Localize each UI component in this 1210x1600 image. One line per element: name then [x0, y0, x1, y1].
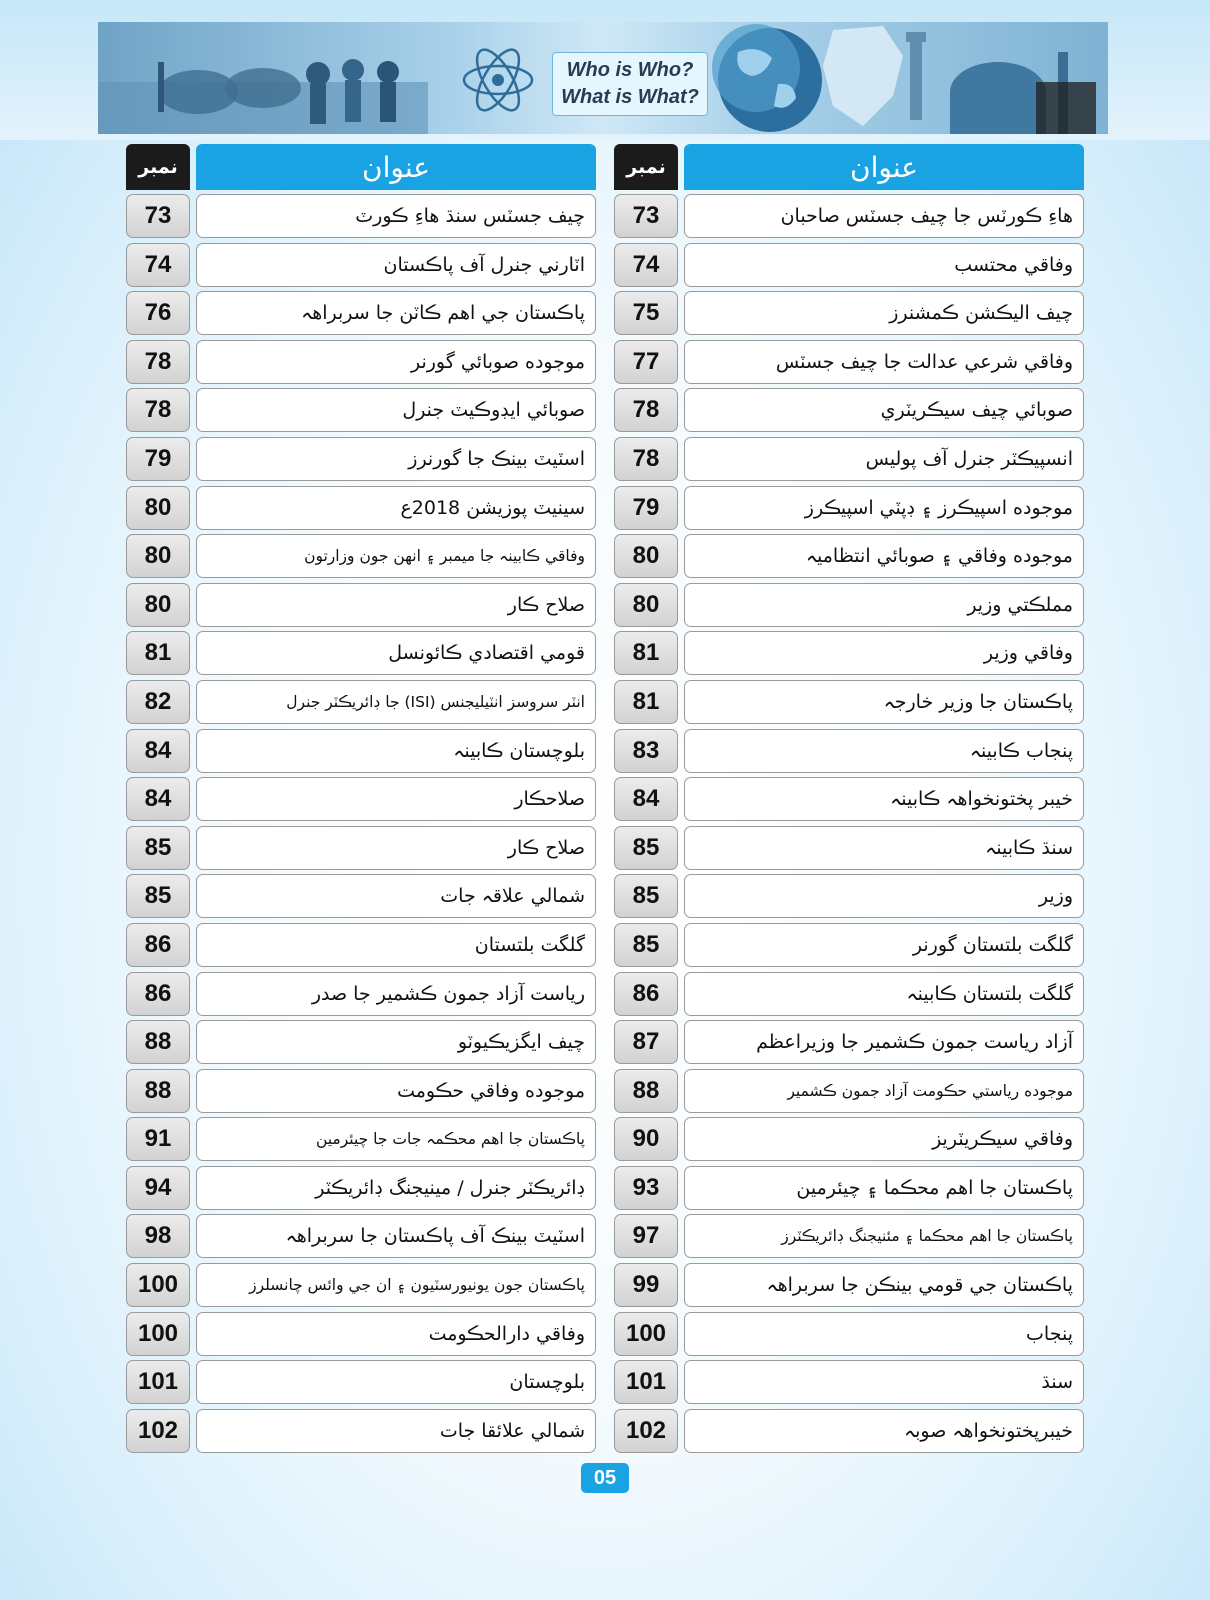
page-number-cell: 82 — [126, 680, 190, 724]
index-row[interactable] — [614, 1360, 1084, 1404]
index-row[interactable] — [614, 1020, 1084, 1064]
index-row[interactable] — [126, 680, 596, 724]
rows-left — [126, 194, 596, 1457]
page-number-cell: 84 — [614, 777, 678, 821]
page-number-cell: 75 — [614, 291, 678, 335]
topic-title-cell: موجوده رياستي حڪومت آزاد جمون ڪشمير — [684, 1069, 1084, 1113]
logo-line-1: Who is Who? — [566, 59, 694, 81]
page-number-cell: 73 — [614, 194, 678, 238]
topic-title-cell: هاءِ ڪورٽس جا چيف جسٽس صاحبان — [684, 194, 1084, 238]
topic-title-cell: وفاقي سيڪريٽريز — [684, 1117, 1084, 1161]
index-row[interactable] — [614, 1214, 1084, 1258]
topic-title-cell: وفاقي محتسب — [684, 243, 1084, 287]
page-number-cell: 85 — [126, 874, 190, 918]
topic-title-cell: وفاقي شرعي عدالت جا چيف جسٽس — [684, 340, 1084, 384]
page-number: 05 — [581, 1463, 629, 1493]
page-number-cell: 102 — [614, 1409, 678, 1453]
topic-title-cell: چيف جسٽس سنڌ هاءِ ڪورٽ — [196, 194, 596, 238]
page-number-cell: 88 — [614, 1069, 678, 1113]
index-row[interactable] — [614, 243, 1084, 287]
topic-title-cell: پنجاب — [684, 1312, 1084, 1356]
page-number-cell: 99 — [614, 1263, 678, 1307]
index-row[interactable] — [614, 972, 1084, 1016]
page-number-cell: 78 — [614, 437, 678, 481]
topic-title-cell: صلاح ڪار — [196, 583, 596, 627]
topic-title-cell: صوبائي چيف سيڪريٽري — [684, 388, 1084, 432]
index-row[interactable] — [126, 291, 596, 335]
page-number-cell: 98 — [126, 1214, 190, 1258]
index-row[interactable] — [614, 1069, 1084, 1113]
topic-title-cell: پاڪستان جا اهم محڪما ۽ چيئرمين — [684, 1166, 1084, 1210]
topic-title-cell: چيف ايگزيڪيوٽو — [196, 1020, 596, 1064]
index-row[interactable] — [614, 194, 1084, 238]
index-row[interactable] — [614, 388, 1084, 432]
index-row[interactable] — [614, 534, 1084, 578]
page-number-cell: 101 — [614, 1360, 678, 1404]
logo-line-2: What is What? — [561, 86, 699, 108]
who-is-who-logo — [552, 52, 708, 116]
topic-title-cell: صلاح ڪار — [196, 826, 596, 870]
page-number-cell: 74 — [614, 243, 678, 287]
index-row[interactable] — [126, 583, 596, 627]
index-row[interactable] — [614, 1409, 1084, 1453]
page-number-cell: 102 — [126, 1409, 190, 1453]
topic-title-cell: صوبائي ايڊوڪيٽ جنرل — [196, 388, 596, 432]
page-number-cell: 81 — [126, 631, 190, 675]
index-row[interactable] — [614, 923, 1084, 967]
page-number-cell: 85 — [614, 874, 678, 918]
index-row[interactable] — [126, 534, 596, 578]
page-number-cell: 100 — [126, 1263, 190, 1307]
index-row[interactable] — [614, 583, 1084, 627]
index-row[interactable] — [126, 243, 596, 287]
page-number-cell: 81 — [614, 680, 678, 724]
index-row[interactable] — [126, 1214, 596, 1258]
page-number-cell: 100 — [126, 1312, 190, 1356]
topic-title-cell: وفاقي ڪابينہ جا ميمبر ۽ انهن جون وزارتون — [196, 534, 596, 578]
page-number-cell: 84 — [126, 777, 190, 821]
index-row[interactable] — [614, 729, 1084, 773]
index-row[interactable] — [126, 1360, 596, 1404]
page-number-cell: 83 — [614, 729, 678, 773]
page-number-cell: 87 — [614, 1020, 678, 1064]
topic-title-cell: بلوچستان ڪابينہ — [196, 729, 596, 773]
index-row[interactable] — [614, 1263, 1084, 1307]
topic-title-cell: اٽارني جنرل آف پاڪستان — [196, 243, 596, 287]
page-number-cell: 80 — [614, 583, 678, 627]
page-number-cell: 84 — [126, 729, 190, 773]
index-row[interactable] — [126, 437, 596, 481]
topic-title-cell: خيبر پختونخواهہ ڪابينہ — [684, 777, 1084, 821]
topic-title-cell: پاڪستان جا اهم محڪما ۽ مئنيجنگ ڊائريڪٽرز — [684, 1214, 1084, 1258]
index-row[interactable] — [126, 826, 596, 870]
topic-title-cell: چيف اليڪشن ڪمشنرز — [684, 291, 1084, 335]
index-row[interactable] — [614, 486, 1084, 530]
page-number-cell: 79 — [126, 437, 190, 481]
topic-title-cell: سينيٽ پوزيشن 2018ع — [196, 486, 596, 530]
index-row[interactable] — [126, 1020, 596, 1064]
page-number-cell: 86 — [614, 972, 678, 1016]
topic-title-cell: پاڪستان جون يونيورسٽيون ۽ ان جي وائس چانسلرز — [196, 1263, 596, 1307]
topic-title-cell: سنڌ — [684, 1360, 1084, 1404]
header-number: نمبر — [614, 144, 678, 190]
topic-title-cell: وفاقي دارالحڪومت — [196, 1312, 596, 1356]
topic-title-cell: گلگت بلتستان ڪابينہ — [684, 972, 1084, 1016]
topic-title-cell: انٽر سروسز انٽيليجنس (ISI) جا ڊائريڪٽر جنرل — [196, 680, 596, 724]
page-number-cell: 80 — [126, 583, 190, 627]
index-row[interactable] — [614, 680, 1084, 724]
topic-title-cell: رياست آزاد جمون ڪشمير جا صدر — [196, 972, 596, 1016]
topic-title-cell: وفاقي وزير — [684, 631, 1084, 675]
index-row[interactable] — [614, 874, 1084, 918]
page-number-cell: 79 — [614, 486, 678, 530]
index-row[interactable] — [614, 340, 1084, 384]
topic-title-cell: موجوده وفاقي ۽ صوبائي انتظاميہ — [684, 534, 1084, 578]
page-number-cell: 80 — [126, 534, 190, 578]
index-row[interactable] — [126, 1312, 596, 1356]
index-row[interactable] — [126, 194, 596, 238]
page-number-cell: 86 — [126, 923, 190, 967]
page-number-cell: 100 — [614, 1312, 678, 1356]
page-number-cell: 88 — [126, 1020, 190, 1064]
index-row[interactable] — [126, 729, 596, 773]
index-row[interactable] — [126, 1263, 596, 1307]
index-row[interactable] — [126, 1069, 596, 1113]
index-row[interactable] — [126, 923, 596, 967]
topic-title-cell: صلاحڪار — [196, 777, 596, 821]
index-row[interactable] — [614, 1166, 1084, 1210]
rows-right — [614, 194, 1084, 1457]
index-row[interactable] — [614, 291, 1084, 335]
topic-title-cell: اسٽيٽ بينڪ آف پاڪستان جا سربراهہ — [196, 1214, 596, 1258]
index-row[interactable] — [126, 388, 596, 432]
page-number-cell: 78 — [126, 340, 190, 384]
index-row[interactable] — [126, 1117, 596, 1161]
page-number-cell: 76 — [126, 291, 190, 335]
index-row[interactable] — [126, 1409, 596, 1453]
page-number-cell: 91 — [126, 1117, 190, 1161]
page-number-cell: 88 — [126, 1069, 190, 1113]
topic-title-cell: سنڌ ڪابينہ — [684, 826, 1084, 870]
topic-title-cell: قومي اقتصادي ڪائونسل — [196, 631, 596, 675]
page-number-cell: 94 — [126, 1166, 190, 1210]
topic-title-cell: مملڪتي وزير — [684, 583, 1084, 627]
index-row[interactable] — [126, 1166, 596, 1210]
topic-title-cell: گلگت بلتستان — [196, 923, 596, 967]
index-row[interactable] — [126, 972, 596, 1016]
topic-title-cell: موجوده صوبائي گورنر — [196, 340, 596, 384]
topic-title-cell: انسپيڪٽر جنرل آف پوليس — [684, 437, 1084, 481]
topic-title-cell: موجوده وفاقي حڪومت — [196, 1069, 596, 1113]
topic-title-cell: موجوده اسپيڪرز ۽ ڊپٽي اسپيڪرز — [684, 486, 1084, 530]
header-number: نمبر — [126, 144, 190, 190]
topic-title-cell: خيبرپختونخواهہ صوبہ — [684, 1409, 1084, 1453]
index-row[interactable] — [126, 631, 596, 675]
page-number-cell: 81 — [614, 631, 678, 675]
index-row[interactable] — [126, 486, 596, 530]
page-number-cell: 78 — [614, 388, 678, 432]
page-number-cell: 74 — [126, 243, 190, 287]
topic-title-cell: پاڪستان جا اهم محڪمہ جات جا چيئرمين — [196, 1117, 596, 1161]
page-number-cell: 101 — [126, 1360, 190, 1404]
page-number-cell: 85 — [614, 923, 678, 967]
page-number-cell: 90 — [614, 1117, 678, 1161]
page-number-cell: 85 — [126, 826, 190, 870]
topic-title-cell: گلگت بلتستان گورنر — [684, 923, 1084, 967]
page-number-cell: 97 — [614, 1214, 678, 1258]
page-number-cell: 86 — [126, 972, 190, 1016]
topic-title-cell: شمالي علائقا جات — [196, 1409, 596, 1453]
topic-title-cell: وزير — [684, 874, 1084, 918]
index-row[interactable] — [614, 437, 1084, 481]
index-row[interactable] — [614, 1117, 1084, 1161]
page-number-cell: 80 — [126, 486, 190, 530]
page-number-cell: 93 — [614, 1166, 678, 1210]
topic-title-cell: اسٽيٽ بينڪ جا گورنرز — [196, 437, 596, 481]
topic-title-cell: پاڪستان جي اهم ڪاٽن جا سربراهہ — [196, 291, 596, 335]
index-row[interactable] — [614, 631, 1084, 675]
page-number-cell: 78 — [126, 388, 190, 432]
topic-title-cell: پنجاب ڪابينہ — [684, 729, 1084, 773]
page-number-cell: 80 — [614, 534, 678, 578]
header-title: عنوان — [684, 144, 1084, 190]
index-row[interactable] — [614, 1312, 1084, 1356]
page-number-cell: 85 — [614, 826, 678, 870]
index-row[interactable] — [126, 340, 596, 384]
page-number-cell: 77 — [614, 340, 678, 384]
index-row[interactable] — [614, 777, 1084, 821]
topic-title-cell: بلوچستان — [196, 1360, 596, 1404]
topic-title-cell: شمالي علاقہ جات — [196, 874, 596, 918]
topic-title-cell: ڊائريڪٽر جنرل / مينيجنگ ڊائريڪٽر — [196, 1166, 596, 1210]
topic-title-cell: پاڪستان جي قومي بينڪن جا سربراهہ — [684, 1263, 1084, 1307]
topic-title-cell: آزاد رياست جمون ڪشمير جا وزيراعظم — [684, 1020, 1084, 1064]
index-row[interactable] — [126, 777, 596, 821]
header-title: عنوان — [196, 144, 596, 190]
page-number-cell: 73 — [126, 194, 190, 238]
topic-title-cell: پاڪستان جا وزير خارجہ — [684, 680, 1084, 724]
index-row[interactable] — [126, 874, 596, 918]
index-row[interactable] — [614, 826, 1084, 870]
